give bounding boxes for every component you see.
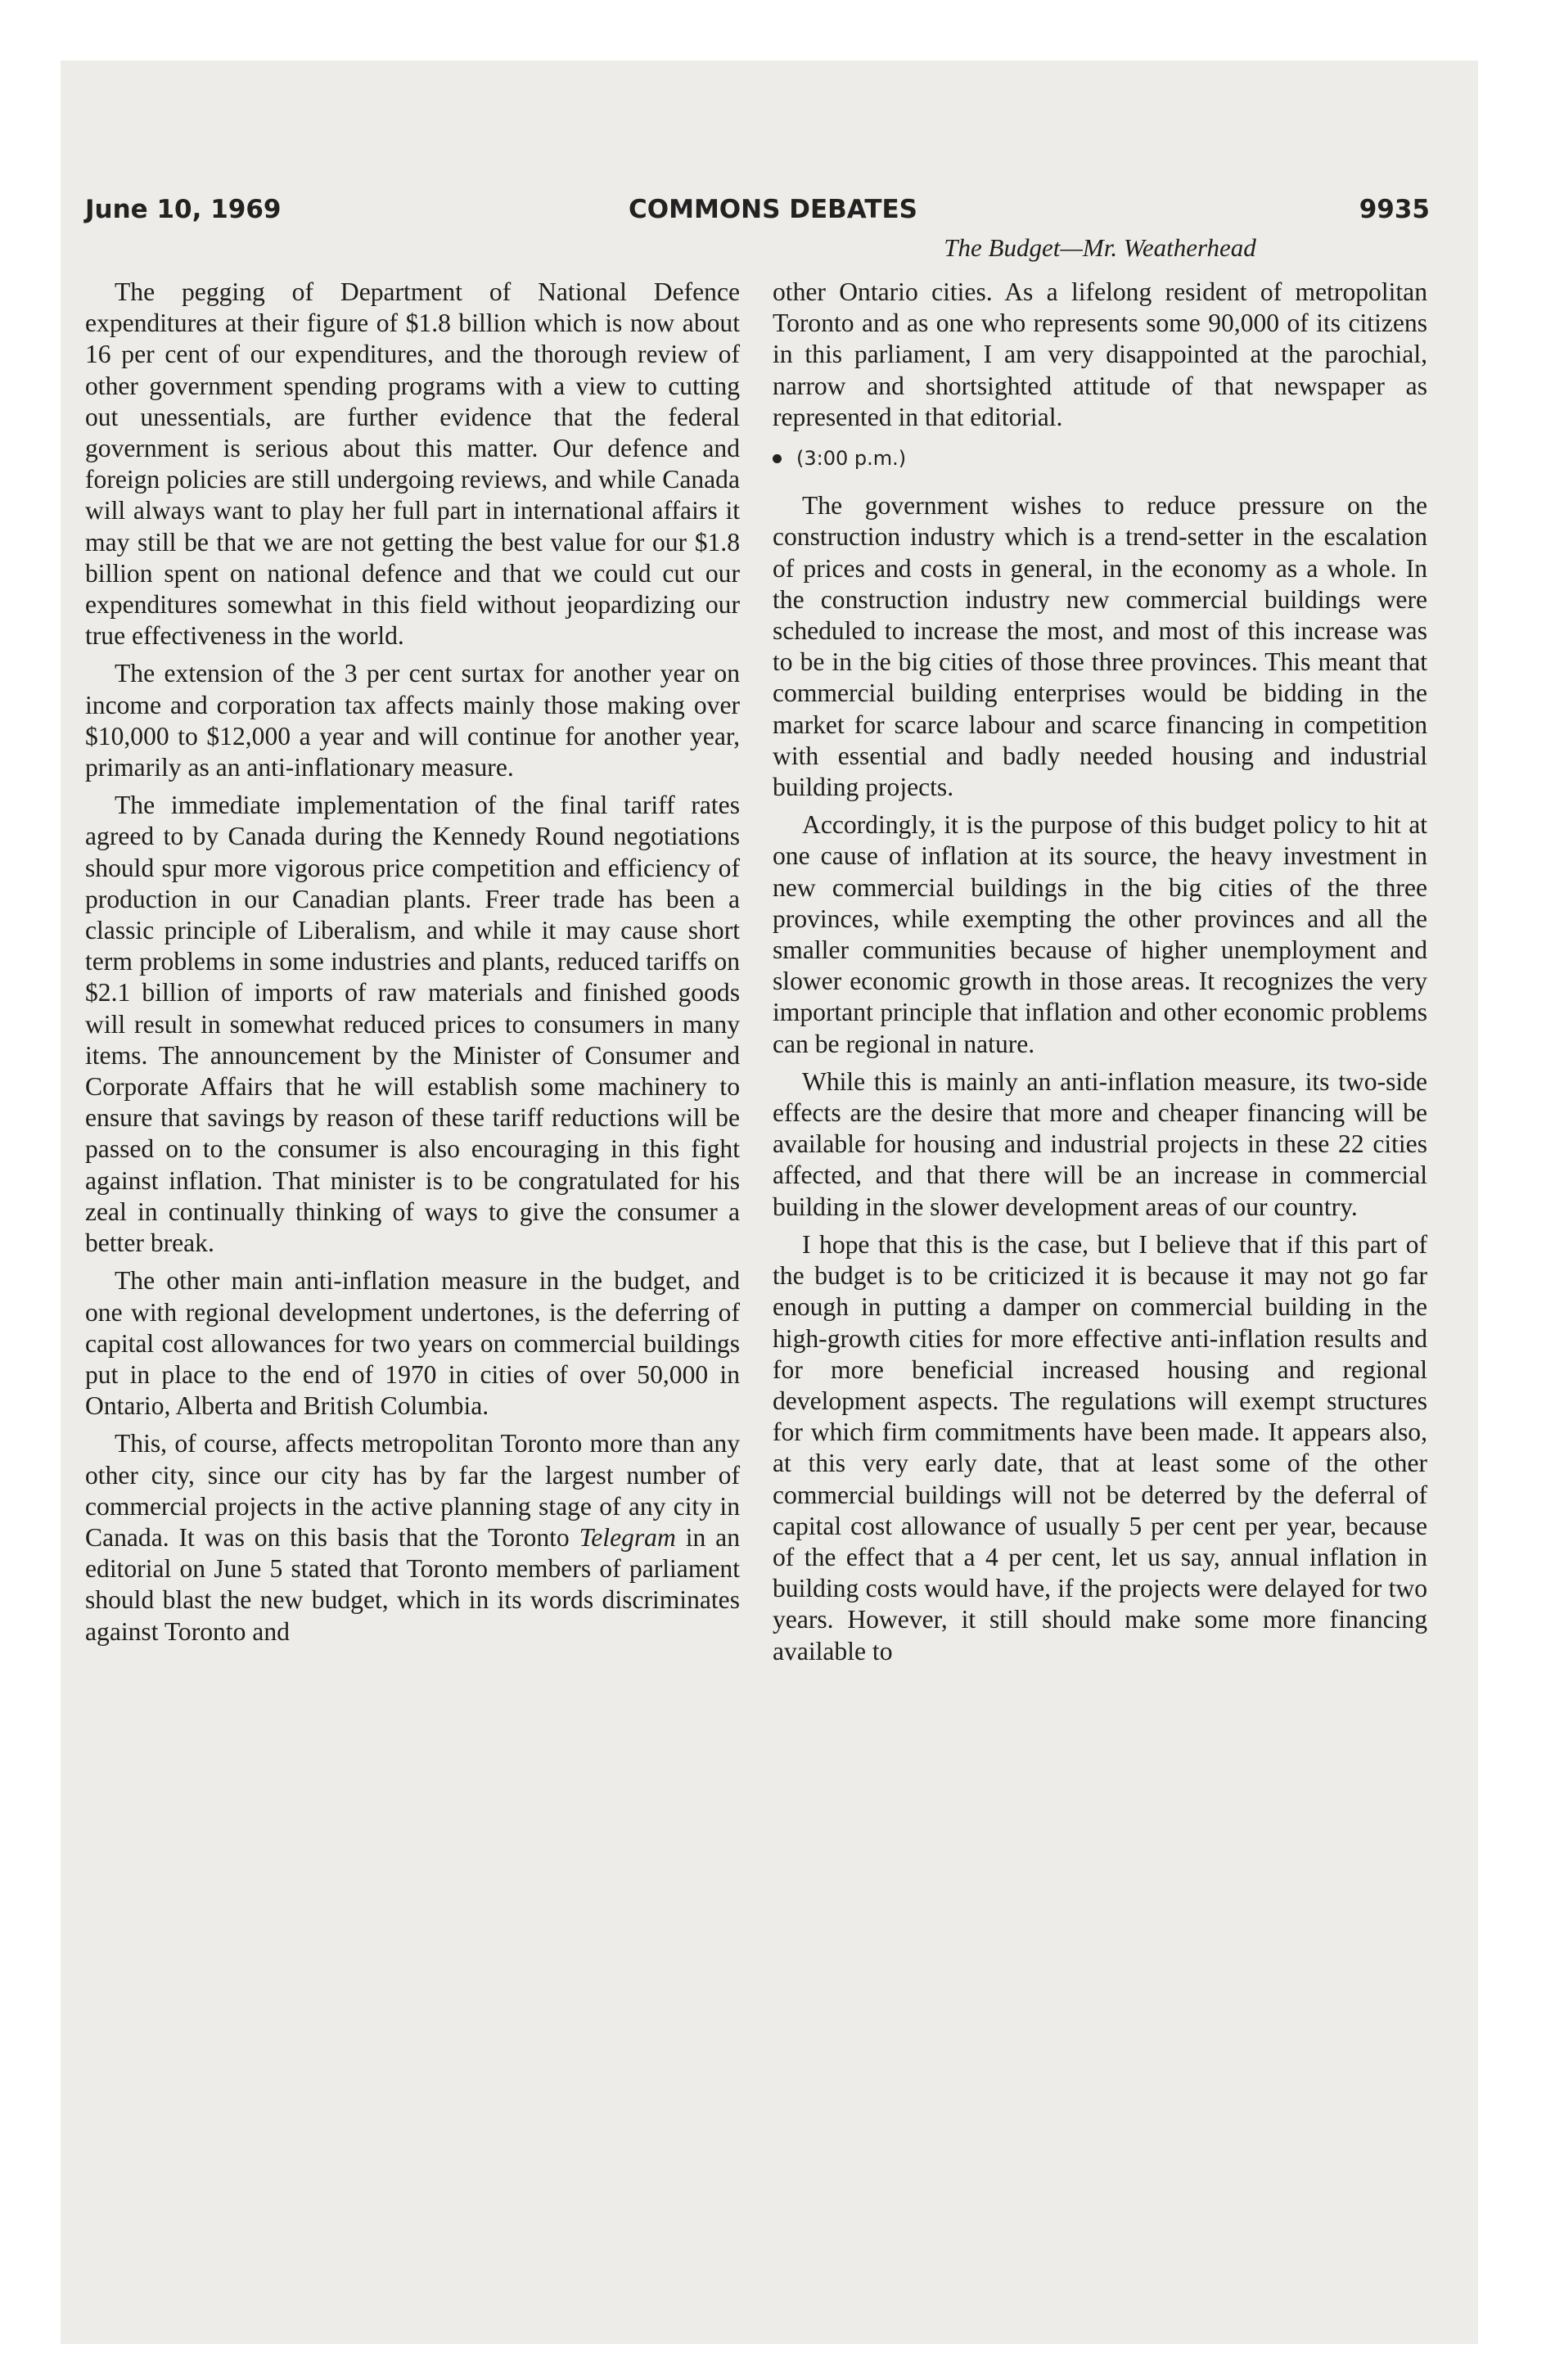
paragraph: While this is mainly an anti-inflation measure, its two-side effects are the desire that more and cheaper financing will be available for housing and industrial projects in these 22 cities affected, and that there will be an increase in commercial building in the slower development areas of our country.: [773, 1066, 1427, 1221]
header-page-number: 9935: [1359, 195, 1430, 224]
paragraph: The other main anti-inflation measure in the budget, and one with regional development undertones, is the deferring of capital cost allowances for two years on commercial buildings put in place to the end of 1970 in cities of over 50,000 in Ontario, Alberta and British Columbia.: [85, 1266, 740, 1421]
paragraph: The immediate implementation of the final tariff rates agreed to by Canada during the Kennedy Round negotiations should spur more vigorous price competition and efficiency of production in our Canadian plants. Freer trade has been a classic principle of Liberalism, and while it may cause short term problems in some industries and plants, reduced tariffs on $2.1 billion of imports of raw materials and finished goods will result in somewhat reduced prices to consumers in many items. The announcement by the Minister of Consumer and Corporate Affairs that he will establish some machinery to ensure that savings by reason of these tariff reductions will be passed on to the consumer is also encouraging in this fight against inflation. That minister is to be congratulated for his zeal in continually thinking of ways to give the consumer a better break.: [85, 791, 740, 1258]
section-subheading: The Budget—Mr. Weatherhead: [944, 233, 1256, 262]
paragraph-text: in an editorial on June 5 stated that Toronto members of parliament should blast the new budget, which in its words discriminates against Toronto and: [85, 1522, 740, 1646]
left-column: [85, 277, 740, 1654]
time-stamp: [773, 443, 1427, 474]
paragraph: I hope that this is the case, but I believe that if this part of the budget is to be criticized it is because it may not go far enough in putting a damper on commercial building in the high-growth cities for more effective anti-inflation results and for more beneficial increased housing and regional development aspects. The regulations will exempt structures for which firm commitments have been made. It appears also, at this very early date, that at least some of the other commercial buildings will not be deterred by the deferral of capital cost allowance of usually 5 per cent per year, because of the effect that a 4 per cent, let us say, annual inflation in building costs would have, if the projects were delayed for two years. However, it still should make some more financing available to: [773, 1229, 1427, 1666]
time-stamp-text: (3:00 p.m.): [796, 447, 907, 471]
paragraph: The government wishes to reduce pressure on the construction industry which is a trend-setter in the escalation of prices and costs in general, in the economy as a whole. In the construction industry new commercial buildings were scheduled to increase the most, and most of this increase was to be in the big cities of those three provinces. This meant that commercial building enterprises would be bidding in the market for scarce labour and scarce financing in competition with essential and badly needed housing and industrial building projects.: [773, 491, 1427, 802]
bullet-icon: [773, 454, 782, 463]
header-title: COMMONS DEBATES: [629, 195, 917, 224]
paragraph: The extension of the 3 per cent surtax for another year on income and corporation tax affects mainly those making over $10,000 to $12,000 a year and will continue for another year, primarily as an anti-inflationary measure.: [85, 659, 740, 782]
paragraph: The pegging of Department of National Defence expenditures at their figure of $1.8 billion which is now about 16 per cent of our expenditures, and the thorough review of other government spending programs with a view to cutting out unessentials, are further evidence that the federal government is serious about this matter. Our defence and foreign policies are still undergoing reviews, and while Canada will always want to play her full part in international affairs it may still be that we are not getting the best value for our $1.8 billion spent on national defence and that we could cut our expenditures somewhat in this field without jeopardizing our true effectiveness in the world.: [85, 277, 740, 651]
right-column: [773, 277, 1427, 1674]
paragraph: other Ontario cities. As a lifelong resident of metropolitan Toronto and as one who represents some 90,000 of its citizens in this parliament, I am very disappointed at the parochial, narrow and shortsighted attitude of that newspaper as represented in that editorial.: [773, 277, 1427, 431]
header-date: June 10, 1969: [85, 195, 282, 224]
newspaper-name: Telegram: [579, 1522, 676, 1552]
paragraph: [85, 1428, 740, 1647]
paragraph: Accordingly, it is the purpose of this budget policy to hit at one cause of inflation at its source, the heavy investment in new commercial buildings in the big cities of the three provinces, while exempting the other provinces and all the smaller communities because of higher unemployment and slower economic growth in those areas. It recognizes the very important principle that inflation and other economic problems can be regional in nature.: [773, 810, 1427, 1058]
paragraph-text: This, of course, affects metropolitan Toronto more than any other city, since our city has by far the largest number of commercial projects in the active planning stage of any city in Canada. It was on this basis that the Toronto: [85, 1429, 740, 1552]
